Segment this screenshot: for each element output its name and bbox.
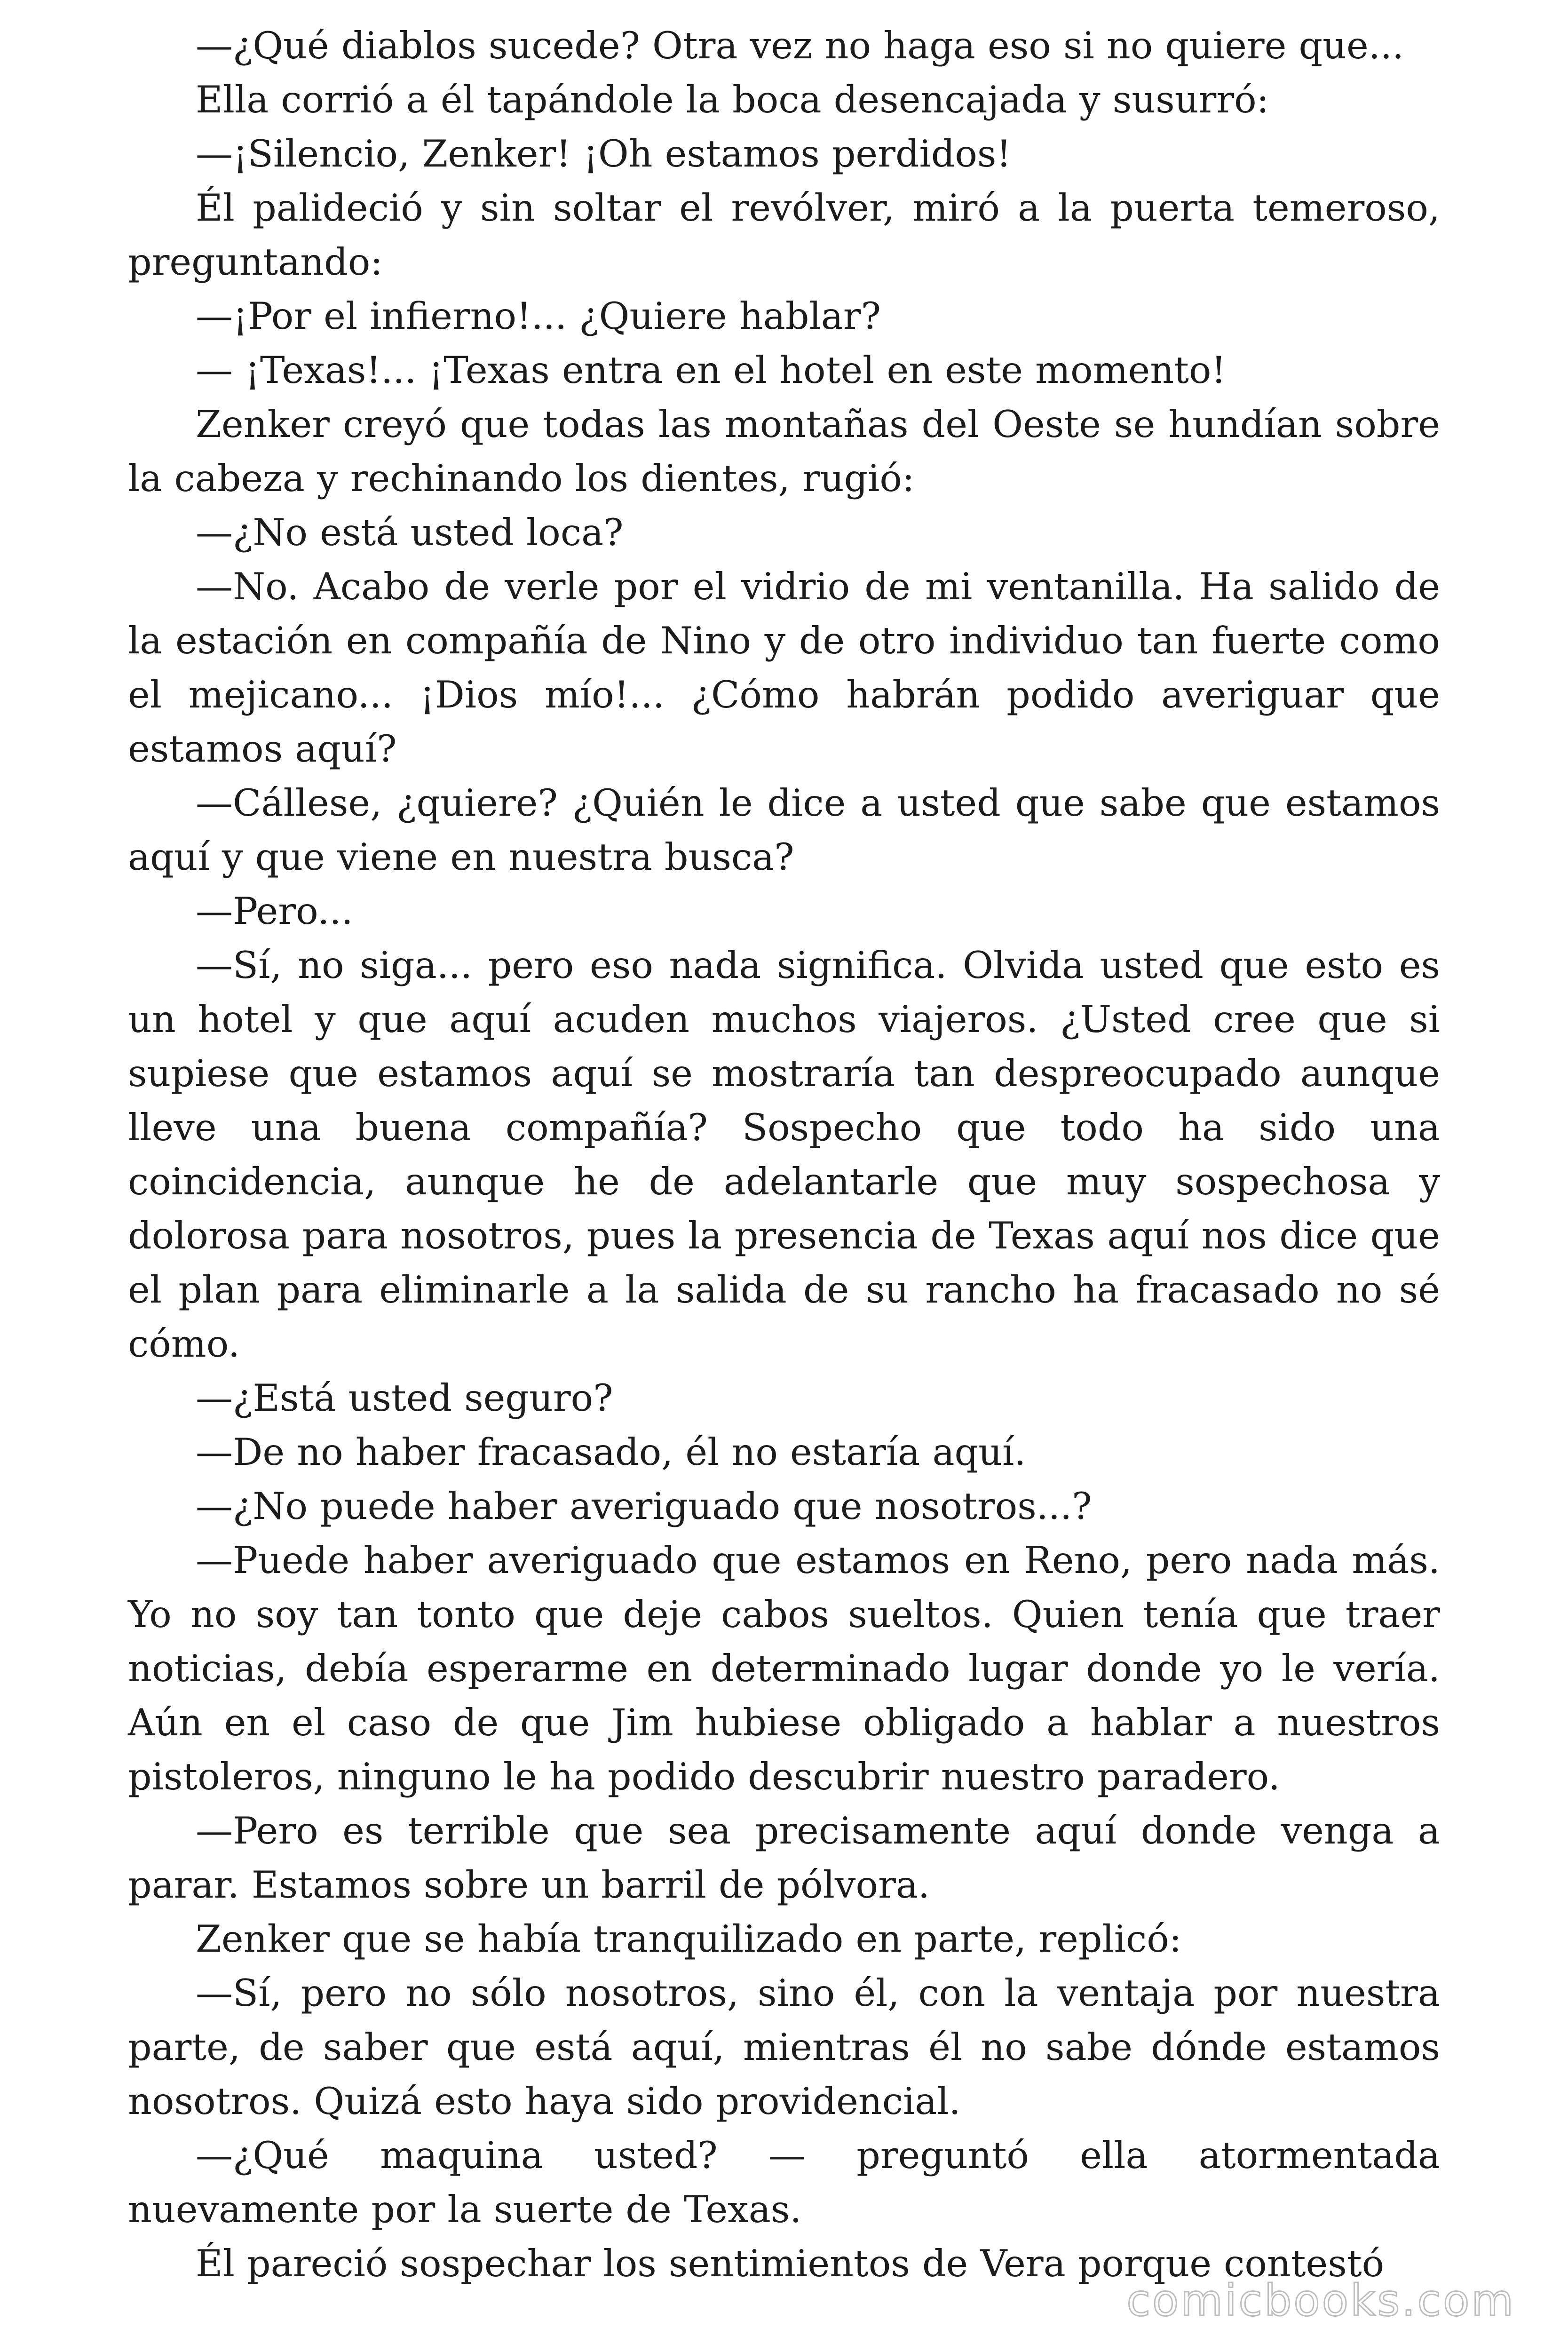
paragraph: —No. Acabo de verle por el vidrio de mi ventanilla. Ha salido de la estación en compañía de Nino y de otro individuo tan fuerte como el mejicano... ¡Dios mío!... ¿Cómo habrán podido averiguar que estamos aquí? xyxy=(128,565,1440,771)
paragraph: —¡Silencio, Zenker! ¡Oh estamos perdidos! xyxy=(196,132,1012,175)
page-text xyxy=(128,19,1440,2291)
paragraph: Ella corrió a él tapándole la boca desencajada y susurró: xyxy=(196,78,1269,121)
paragraph: —Pero... xyxy=(196,890,353,933)
paragraph: —¿Está usted seguro? xyxy=(196,1376,613,1420)
paragraph: Zenker que se había tranquilizado en parte, replicó: xyxy=(196,1917,1182,1961)
paragraph: —¿No está usted loca? xyxy=(196,511,624,554)
paragraph: —¿Qué maquina usted? — preguntó ella atormentada nuevamente por la suerte de Texas. xyxy=(128,2134,1440,2231)
paragraph: — ¡Texas!... ¡Texas entra en el hotel en este momento! xyxy=(196,349,1227,392)
paragraph: —Sí, pero no sólo nosotros, sino él, con la ventaja por nuestra parte, de saber que está aquí, mientras él no sabe dónde estamos nosotros. Quizá esto haya sido providencial. xyxy=(128,1971,1440,2123)
paragraph: —¡Por el infierno!... ¿Quiere hablar? xyxy=(196,294,881,338)
paragraph: Él pareció sospechar los sentimientos de Vera porque contestó xyxy=(196,2242,1385,2285)
paragraph: Zenker creyó que todas las montañas del Oeste se hundían sobre la cabeza y rechinando los dientes, rugió: xyxy=(128,403,1440,500)
paragraph: —De no haber fracasado, él no estaría aquí. xyxy=(196,1430,1026,1474)
paragraph: —¿No puede haber averiguado que nosotros...? xyxy=(196,1485,1092,1528)
paragraph: —Sí, no siga... pero eso nada significa. Olvida usted que esto es un hotel y que aquí acuden muchos viajeros. ¿Usted cree que si supiese que estamos aquí se mostraría tan despreocupado aunque lleve una buena compañía? Sospecho que todo ha sido una coincidencia, aunque he de adelantarle que muy sospechosa y dolorosa para nosotros, pues la presencia de Texas aquí nos dice que el plan para eliminarle a la salida de su rancho ha fracasado no sé cómo. xyxy=(128,944,1440,1366)
paragraph: —Pero es terrible que sea precisamente aquí donde venga a parar. Estamos sobre un barril de pólvora. xyxy=(128,1809,1440,1907)
paragraph: —Cállese, ¿quiere? ¿Quién le dice a usted que sabe que estamos aquí y que viene en nuestra busca? xyxy=(128,781,1440,879)
paragraph: Él palideció y sin soltar el revólver, miró a la puerta temeroso, preguntando: xyxy=(128,186,1440,284)
paragraph: —¿Qué diablos sucede? Otra vez no haga eso si no quiere que... xyxy=(196,24,1404,67)
paragraph: —Puede haber averiguado que estamos en Reno, pero nada más. Yo no soy tan tonto que deje cabos sueltos. Quien tenía que traer noticias, debía esperarme en determinado lugar donde yo le vería. Aún en el caso de que Jim hubiese obligado a hablar a nuestros pistoleros, ninguno le ha podido descubrir nuestro paradero. xyxy=(128,1539,1440,1798)
watermark: comicbooks.com xyxy=(1126,2275,1515,2326)
